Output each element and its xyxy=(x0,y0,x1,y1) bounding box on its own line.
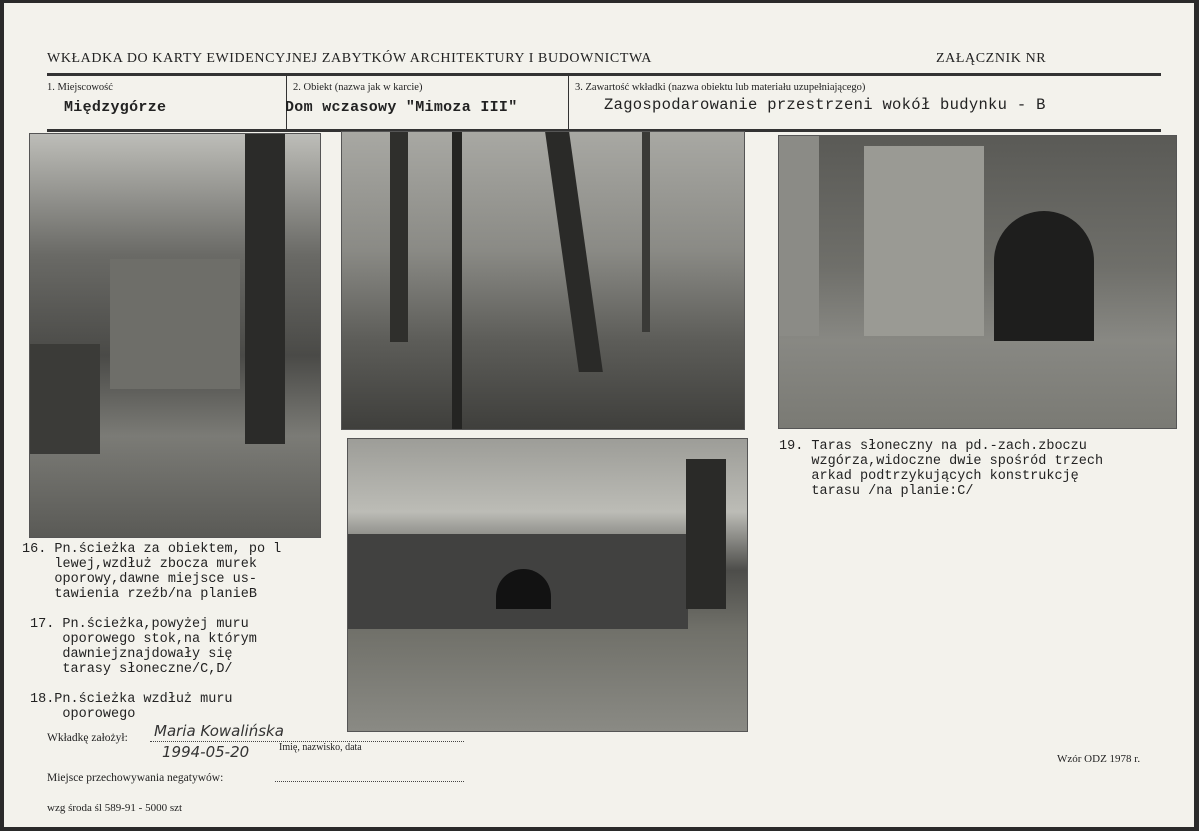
created-by-label: Wkładkę założył: xyxy=(47,732,128,744)
created-by-signature: Maria Kowalińska xyxy=(154,722,284,740)
form-template: Wzór ODZ 1978 r. xyxy=(1057,753,1141,765)
caption-19: 19. Taras słoneczny na pd.-zach.zboczu wzgórza,widoczne dwie spośród trzech arkad podtrzykujących konstrukcję tarasu /na planie:C/ xyxy=(779,439,1104,499)
caption-17: 17. Pn.ścieżka,powyżej muru oporowego stok,na którym dawniejznajdowały się tarasy słoneczne/C,D/ xyxy=(30,617,257,677)
form-title: WKŁADKA DO KARTY EWIDENCYJNEJ ZABYTKÓW ARCHITEKTURY I BUDOWNICTWA xyxy=(47,51,652,66)
print-info: wzg środa śl 589-91 - 5000 szt xyxy=(47,802,183,814)
photo-17 xyxy=(341,131,745,430)
photo-16 xyxy=(29,133,321,538)
field-label-object: 2. Obiekt (nazwa jak w karcie) xyxy=(293,82,423,93)
top-rule xyxy=(47,73,1161,76)
created-by-hint: Imię, nazwisko, data xyxy=(279,742,362,753)
photo-18 xyxy=(347,438,748,732)
annex-number: ZAŁĄCZNIK NR xyxy=(936,51,1047,66)
caption-18: 18.Pn.ścieżka wzdłuż muru oporowego xyxy=(30,692,233,722)
field-value-location: Międzygórze xyxy=(64,99,167,116)
field-label-contents: 3. Zawartość wkładki (nazwa obiektu lub materiału uzupełniającego) xyxy=(575,82,866,93)
field-value-contents: Zagospodarowanie przestrzeni wokół budynku - B xyxy=(604,96,1046,114)
negatives-location-line xyxy=(275,781,464,782)
divider xyxy=(568,76,569,129)
caption-16: 16. Pn.ścieżka za obiektem, po l lewej,wzdłuż zbocza murek oporowy,dawne miejsce us- tawienia rzeźb/na planieB xyxy=(22,542,282,602)
negatives-location-label: Miejsce przechowywania negatywów: xyxy=(47,772,224,784)
field-label-location: 1. Miejscowość xyxy=(47,82,113,93)
created-date: 1994-05-20 xyxy=(162,743,250,761)
field-value-object: Dom wczasowy "Mimoza III" xyxy=(285,99,518,116)
photo-19 xyxy=(778,135,1177,429)
